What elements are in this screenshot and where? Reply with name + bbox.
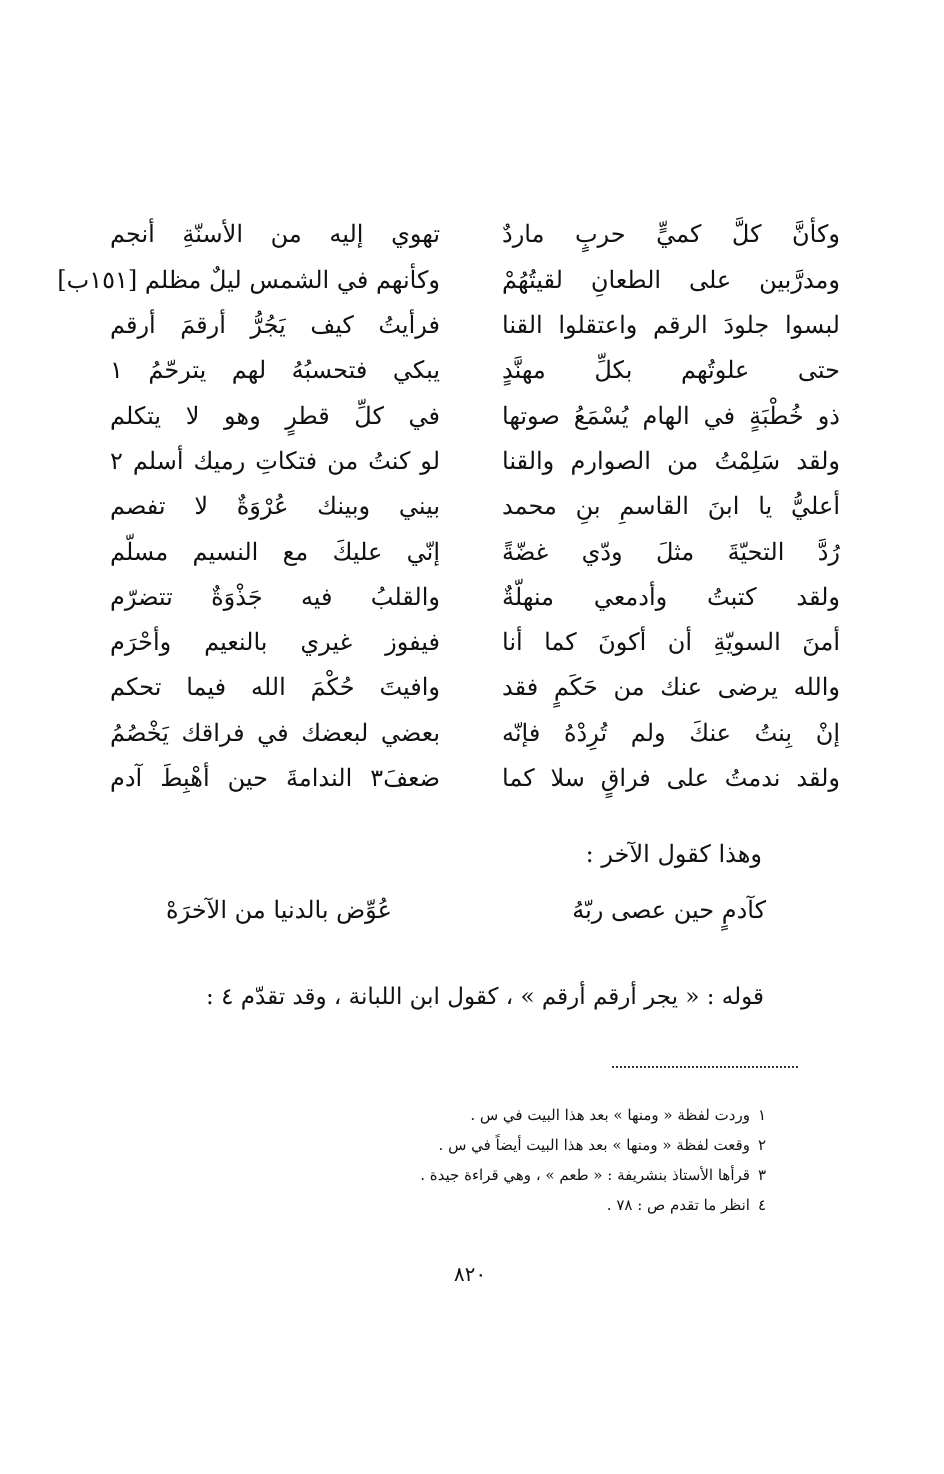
verse-second-hemistich: لو كنتُ من فتكاتِ رميك أسلم ٢: [110, 446, 440, 475]
prose-intro: وهذا كقول الآخر :: [585, 840, 762, 868]
footnote-divider: [612, 1066, 798, 1068]
verse-second-hemistich: في كلِّ قطرٍ وهو لا يتكلم: [110, 401, 440, 430]
page-number: ٨٢٠: [453, 1262, 487, 1286]
verse-second-hemistich: إنّي عليكَ مع النسيم مسلّم: [110, 537, 440, 566]
verse-second-hemistich: ضعفَ٣ الندامةَ حين أهْبِطَ آدم: [110, 764, 440, 793]
verse-first-hemistich: حتى علوتُهم بكلِّ مهنَّدٍ: [502, 356, 840, 385]
footnote-number: ٤: [757, 1196, 766, 1214]
footnotes: [166, 1100, 766, 1220]
verse-first-hemistich: رُدَّ التحيّةَ مثلَ ودّي غضّةً: [502, 537, 840, 566]
footnote: [166, 1130, 766, 1160]
verse-first-hemistich: ولقد ندمتُ على فراقٍ سلا كما: [502, 764, 840, 793]
verse-first-hemistich: إنْ بِنتُ عنكَ ولم تُرِدْهُ فإنّه: [502, 718, 840, 747]
footnote: [166, 1160, 766, 1190]
verse: [110, 665, 840, 710]
verse-first-hemistich: ولقد كتبتُ وأدمعي منهلّةٌ: [502, 582, 840, 611]
footnote-number: ٣: [757, 1166, 766, 1184]
verse: [110, 393, 840, 438]
verse-second-hemistich: يبكي فتحسبُهُ لهم يترحّمُ ١: [110, 356, 440, 385]
quoted-verse: [166, 896, 766, 924]
verse-first-hemistich: وكأنَّ كلَّ كميٍّ حربٍ ماردٌ: [502, 220, 840, 249]
footnote-text: انظر ما تقدم ص : ٧٨ .: [606, 1196, 750, 1214]
verse-second-hemistich: وكأنهم في الشمس ليلٌ مظلم [١٥١ب]: [57, 265, 440, 294]
footnote: [166, 1100, 766, 1130]
prose-note: قوله : « يجر أرقم أرقم » ، كقول ابن اللبانة ، وقد تقدّم ٤ :: [206, 984, 764, 1010]
quoted-verse-first-hemistich: كآدمٍ حين عصى ربّهُ: [572, 896, 766, 924]
verse-first-hemistich: ومدرَّبين على الطعانِ لقيتُهُمْ: [502, 265, 840, 294]
verse-second-hemistich: فرأيتُ كيف يَجُرُّ أرقمَ أرقم: [110, 311, 440, 340]
footnote-text: وردت لفظة « ومنها » بعد هذا البيت في س .: [470, 1106, 750, 1124]
verse-first-hemistich: أمنَ السويّةِ أن أكونَ كما أنا: [502, 628, 840, 657]
verse: [110, 756, 840, 801]
verse: [110, 212, 840, 257]
poem: [57, 212, 840, 801]
verse-second-hemistich: بعضي لبعضك في فراقك يَخْصُمُ: [110, 718, 440, 747]
verse-first-hemistich: أعليُّ يا ابنَ القاسمِ بنِ محمد: [502, 492, 840, 521]
verse: [110, 574, 840, 619]
verse: [110, 710, 840, 755]
verse: [110, 303, 840, 348]
verse: [110, 484, 840, 529]
verse-first-hemistich: ولقد سَلِمْتُ من الصوارم والقنا: [502, 446, 840, 475]
verse-second-hemistich: وافيتَ حُكْمَ الله فيما تحكم: [110, 673, 440, 702]
verse: [110, 529, 840, 574]
verse-first-hemistich: لبسوا جلودَ الرقم واعتقلوا القنا: [502, 311, 840, 340]
verse-first-hemistich: والله يرضى عنك من حَكَمٍ فقد: [502, 673, 840, 702]
verse: [110, 438, 840, 483]
footnote: [166, 1190, 766, 1220]
verse-second-hemistich: والقلبُ فيه جَذْوَةٌ تتضرّم: [110, 582, 440, 611]
footnote-text: وقعت لفظة « ومنها » بعد هذا البيت أيضاً في س .: [438, 1136, 750, 1154]
verse: [110, 348, 840, 393]
footnote-number: ٢: [757, 1136, 766, 1154]
verse-second-hemistich: فيفوز غيري بالنعيم وأحْرَم: [110, 628, 440, 657]
footnote-text: قرأها الأستاذ بنشريفة : « طعم » ، وهي قراءة جيدة .: [420, 1166, 750, 1184]
verse: [110, 620, 840, 665]
verse-second-hemistich: بيني وبينك عُرْوَةٌ لا تفصم: [110, 492, 440, 521]
footnote-number: ١: [757, 1106, 766, 1124]
verse-second-hemistich: تهوي إليه من الأسنّةِ أنجم: [110, 220, 440, 249]
verse: [57, 257, 840, 302]
verse-first-hemistich: ذو خُطْبَةٍ في الهام يُسْمَعُ صوتها: [502, 401, 840, 430]
quoted-verse-second-hemistich: عُوِّض بالدنيا من الآخرَهْ: [166, 896, 392, 924]
